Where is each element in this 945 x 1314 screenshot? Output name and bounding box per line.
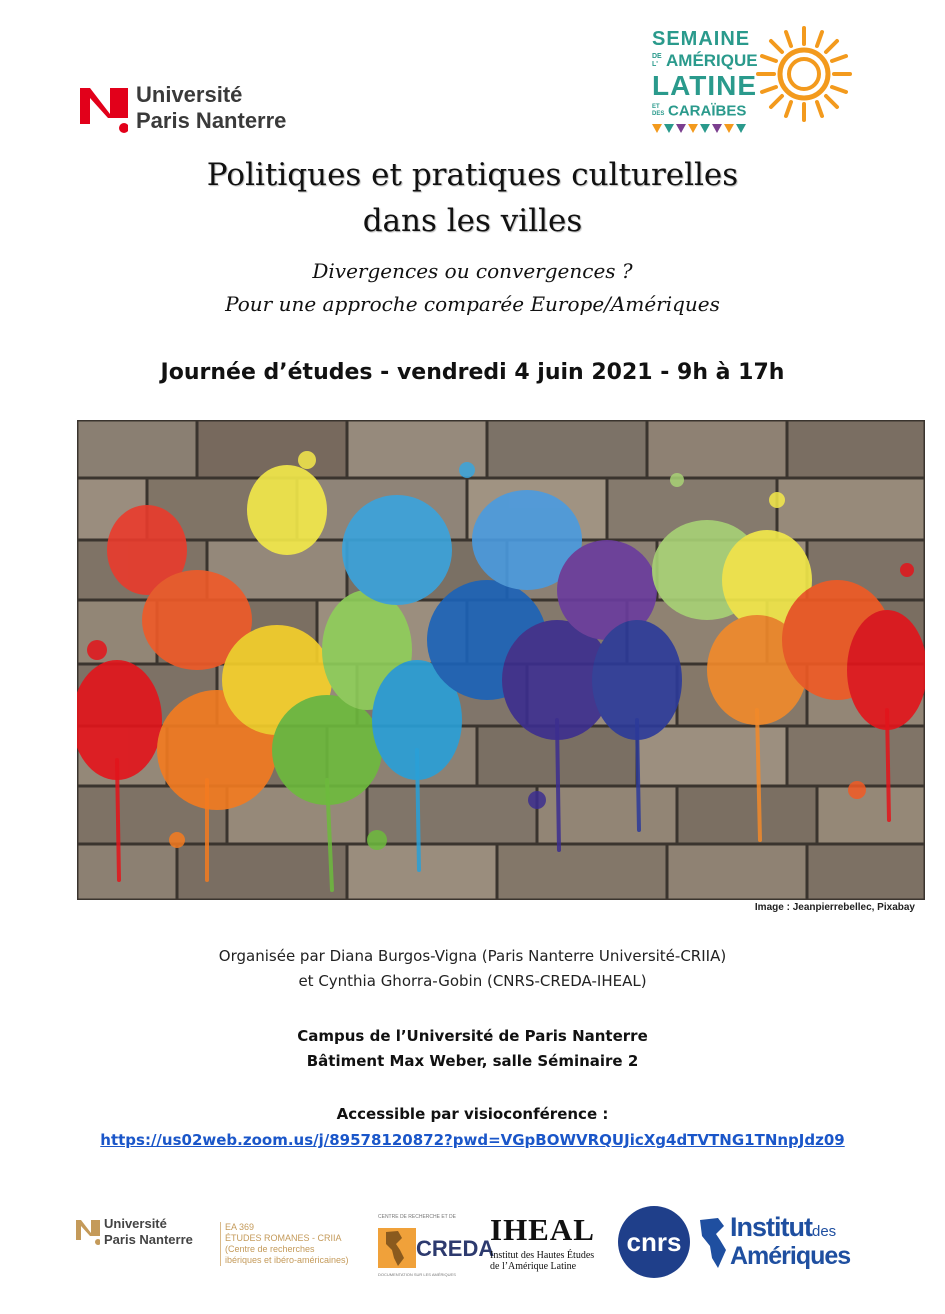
ea-line2: ÉTUDES ROMANES - CRIIA bbox=[225, 1233, 342, 1243]
event-dateline: Journée d’études - vendredi 4 juin 2021 - 9h à 17h bbox=[160, 360, 785, 385]
paint-splash-wall-image bbox=[77, 420, 925, 900]
page-subtitle bbox=[0, 255, 945, 321]
nanterre-mark-icon bbox=[80, 84, 128, 134]
semaine-et-des: ET DES bbox=[652, 103, 665, 117]
zoom-link[interactable]: https://us02web.zoom.us/j/89578120872?pwd=VGpBOWVRQUJicXg4dTVTNG1TNnpJdz09 bbox=[100, 1131, 845, 1149]
americas-silhouette-icon bbox=[696, 1218, 728, 1270]
footer-universite-logo bbox=[76, 1216, 216, 1256]
footer-university-line1: Université bbox=[104, 1216, 167, 1231]
semaine-de-l: DE L' bbox=[652, 53, 662, 68]
subtitle-line2: Pour une approche comparée Europe/Amériques bbox=[225, 292, 720, 316]
iheal-line2: de l’Amérique Latine bbox=[490, 1261, 577, 1272]
institut-des: des bbox=[811, 1223, 837, 1240]
venue bbox=[0, 1024, 945, 1074]
visio-label: Accessible par visioconférence : bbox=[336, 1105, 609, 1123]
semaine-amerique-latine-logo bbox=[650, 24, 860, 134]
semaine-caraibes: CARAÏBES bbox=[668, 102, 747, 120]
footer-institut-des-ameriques-logo bbox=[696, 1212, 866, 1276]
institut-word: Institut bbox=[730, 1212, 812, 1242]
page-title bbox=[0, 152, 945, 244]
iheal-word: IHEAL bbox=[490, 1212, 595, 1247]
title-line1: Politiques et pratiques culturelles bbox=[206, 157, 739, 193]
ea-line1: EA 369 bbox=[225, 1222, 255, 1232]
creda-word: CREDA bbox=[416, 1236, 495, 1261]
creda-top-text: CENTRE DE RECHERCHE ET DE bbox=[378, 1214, 456, 1220]
visio-info bbox=[0, 1101, 945, 1153]
footer-creda-logo bbox=[378, 1214, 495, 1277]
organisers bbox=[0, 944, 945, 994]
footer-university-line2: Paris Nanterre bbox=[104, 1232, 193, 1247]
ea-line4: ibériques et ibéro-américaines) bbox=[225, 1255, 349, 1265]
cnrs-logo bbox=[614, 1205, 694, 1279]
americas-map-icon bbox=[378, 1228, 416, 1268]
university-name-line2: Paris Nanterre bbox=[136, 108, 287, 133]
ameriques-word: Amériques bbox=[730, 1242, 851, 1270]
triangle-pattern-icon bbox=[652, 124, 752, 134]
footer-iheal-logo bbox=[490, 1212, 615, 1276]
semaine-latine: LATINE bbox=[652, 70, 758, 101]
semaine-word: SEMAINE bbox=[652, 28, 751, 50]
nanterre-mark-small-icon bbox=[76, 1218, 100, 1246]
semaine-amerique: AMÉRIQUE bbox=[666, 51, 758, 70]
universite-paris-nanterre-logo bbox=[80, 80, 320, 140]
subtitle-line1: Divergences ou convergences ? bbox=[312, 259, 633, 283]
iheal-line1: Institut des Hautes Études bbox=[490, 1250, 595, 1261]
organisers-line1: Organisée par Diana Burgos-Vigna (Paris Nanterre Université-CRIIA) bbox=[218, 947, 727, 965]
title-line2: dans les villes bbox=[362, 203, 583, 239]
organisers-line2: et Cynthia Ghorra-Gobin (CNRS-CREDA-IHEAL) bbox=[298, 972, 647, 990]
venue-line1: Campus de l’Université de Paris Nanterre bbox=[297, 1027, 648, 1045]
image-credit: Image : Jeanpierrebellec, Pixabay bbox=[754, 902, 915, 913]
venue-line2: Bâtiment Max Weber, salle Séminaire 2 bbox=[306, 1052, 639, 1070]
cnrs-word: cnrs bbox=[626, 1227, 682, 1257]
university-name-line1: Université bbox=[136, 82, 243, 107]
creda-bottom-text: DOCUMENTATION SUR LES AMÉRIQUES bbox=[378, 1272, 456, 1277]
sun-icon bbox=[754, 24, 854, 124]
footer-ea-criia bbox=[220, 1222, 385, 1266]
ea-line3: (Centre de recherches bbox=[225, 1244, 315, 1254]
